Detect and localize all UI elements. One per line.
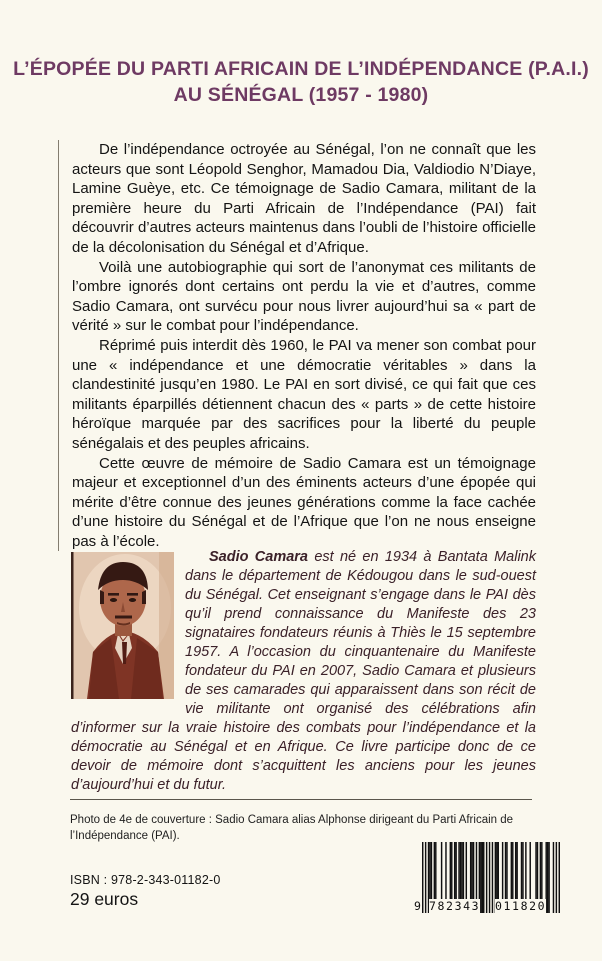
- synopsis-block: [58, 140, 536, 551]
- barcode-digits-left: 782343: [429, 899, 481, 913]
- book-title-line2: AU SÉNÉGAL (1957 - 1980): [173, 84, 429, 106]
- barcode-digit-first: 9: [414, 899, 421, 913]
- price-text: 29 euros: [70, 889, 139, 909]
- book-title: [0, 56, 602, 108]
- isbn-text: ISBN : 978-2-343-01182-0: [70, 873, 221, 887]
- barcode-digits-right: 011820: [495, 899, 547, 913]
- synopsis-paragraph-4: Cette œuvre de mémoire de Sadio Camara est un témoignage majeur et exceptionnel d’un des éminents acteurs d’une épopée qui mérite d’être connue des jeunes générations comme la face cachée d’une histoire du Sénégal et de l’Afrique que l’on ne nous enseigne pas à l’école.: [72, 454, 536, 550]
- author-photo: [71, 552, 174, 699]
- author-bio-body: est né en 1934 à Bantata Malink dans le département de Kédougou dans le sud-ouest du Sénégal. Cet enseignant s’engage dans le PAI dès qu’il prend connaissance du Manifeste des 23 signataires fondateurs réunis à Thiès le 15 septembre 1957. A l’occasion du cinquantenaire du Manifeste fondateur du PAI en 2007, Sadio Camara et plusieurs de ses camarades qui apparaissent dans son récit de vie militante ont organisé des célébrations afin d’informer sur la vraie histoire des combats pour l’indépendance et la démocratie au Sénégal et en Afrique. Ce livre participe donc de ce devoir de mémoire dont s’acquittent les anciens pour les jeunes d’aujourd’hui et du futur.: [71, 549, 536, 793]
- synopsis-paragraph-1: De l’indépendance octroyée au Sénégal, l’on ne connaît que les acteurs que sont Léopold Senghor, Mamadou Dia, Valdiodio N’Diaye, Lamine Guèye, etc. Ce témoignage de Sadio Camara, militant de la première heure du Parti Africain de l’Indépendance (PAI) fait découvrir d’autres acteurs maintenus dans l’oubli de l’histoire officielle de la décolonisation du Sénégal et d’Afrique.: [72, 141, 536, 256]
- book-title-line1: L’ÉPOPÉE DU PARTI AFRICAIN DE L’INDÉPENDANCE (P.A.I.): [13, 58, 589, 80]
- ean13-barcode: [414, 842, 562, 913]
- photo-caption: Photo de 4e de couverture : Sadio Camara alias Alphonse dirigeant du Parti Africain de l’Indépendance (PAI).: [70, 799, 532, 844]
- author-name: Sadio Camara: [209, 549, 308, 565]
- author-bio-block: [71, 548, 536, 795]
- synopsis-paragraph-3: Réprimé puis interdit dès 1960, le PAI va mener son combat pour une « indépendance et une démocratie véritables » dans la clandestinité jusqu’en 1980. Le PAI en sort divisé, ce qui fait que ces militants éparpillés détiennent chacun des « parts » de cette histoire héroïque marquée par des sacrifices pour la liberté du peuple sénégalais et des peuples africains.: [72, 336, 536, 452]
- synopsis-paragraph-2: Voilà une autobiographie qui sort de l’anonymat ces militants de l’ombre ignorés dont certains ont perdu la vie et d’autres, comme Sadio Camara, ont survécu pour nous livrer aujourd’hui sa « part de vérité » sur le combat pour l’indépendance.: [72, 258, 536, 335]
